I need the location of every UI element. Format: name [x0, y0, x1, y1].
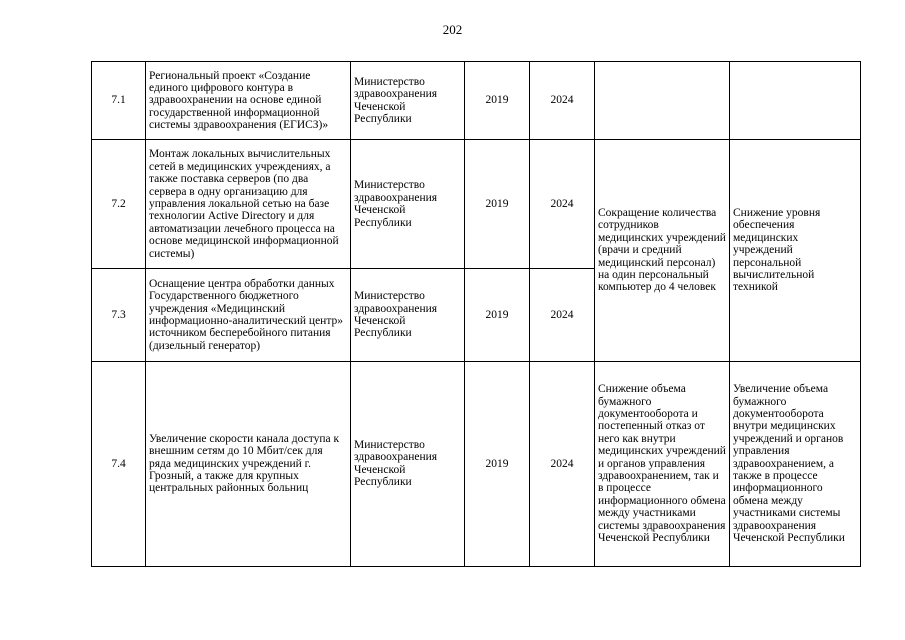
- end-year: 2024: [530, 269, 595, 361]
- table-row: [92, 62, 861, 140]
- row-number: 7.4: [92, 361, 146, 566]
- consequence: Увеличение объема бумажного документооборота внутри медицинских учреждений и органов управления здравоохранением, а также в процессе информационного обмена между участниками системы здравоохранения Чеченской Республики: [730, 361, 861, 566]
- start-year: 2019: [465, 269, 530, 361]
- measures-table: [91, 61, 861, 567]
- expected-result: Сокращение количества сотрудников медицинских учреждений (врачи и средний медицинский персонал) на один персональный компьютер до 4 человек: [595, 140, 730, 361]
- expected-result: [595, 62, 730, 140]
- measure-name: Монтаж локальных вычислительных сетей в медицинских учреждениях, а также поставка серверов (по два сервера в одну организацию для управления локальной сетью на базе технологии Active Directory и для автоматизации лечебного процесса на основе медицинской информационной системы): [146, 140, 351, 269]
- end-year: 2024: [530, 62, 595, 140]
- row-number: 7.1: [92, 62, 146, 140]
- start-year: 2019: [465, 62, 530, 140]
- start-year: 2019: [465, 361, 530, 566]
- end-year: 2024: [530, 140, 595, 269]
- table-row: [92, 361, 861, 566]
- consequence: [730, 62, 861, 140]
- executor: Министерство здравоохранения Чеченской Республики: [351, 269, 465, 361]
- expected-result: Снижение объема бумажного документооборота и постепенный отказ от него как внутри медицинских учреждений и органов управления здравоохранением, так и в процессе информационного обмена между участниками системы здравоохранения Чеченской Республики: [595, 361, 730, 566]
- executor: Министерство здравоохранения Чеченской Республики: [351, 62, 465, 140]
- executor: Министерство здравоохранения Чеченской Республики: [351, 140, 465, 269]
- measure-name: Увеличение скорости канала доступа к внешним сетям до 10 Мбит/сек для ряда медицинских учреждений г. Грозный, а также для крупных центральных районных больниц: [146, 361, 351, 566]
- consequence: Снижение уровня обеспечения медицинских учреждений персональной вычислительной техникой: [730, 140, 861, 361]
- measure-name: Оснащение центра обработки данных Государственного бюджетного учреждения «Медицинский информационно-аналитический центр» источником бесперебойного питания (дизельный генератор): [146, 269, 351, 361]
- table-row: [92, 140, 861, 269]
- page-number: 202: [442, 22, 463, 37]
- row-number: 7.2: [92, 140, 146, 269]
- measure-name: Региональный проект «Создание единого цифрового контура в здравоохранении на основе единой государственной информационной системы здравоохранения (ЕГИСЗ)»: [146, 62, 351, 140]
- start-year: 2019: [465, 140, 530, 269]
- row-number: 7.3: [92, 269, 146, 361]
- executor: Министерство здравоохранения Чеченской Республики: [351, 361, 465, 566]
- end-year: 2024: [530, 361, 595, 566]
